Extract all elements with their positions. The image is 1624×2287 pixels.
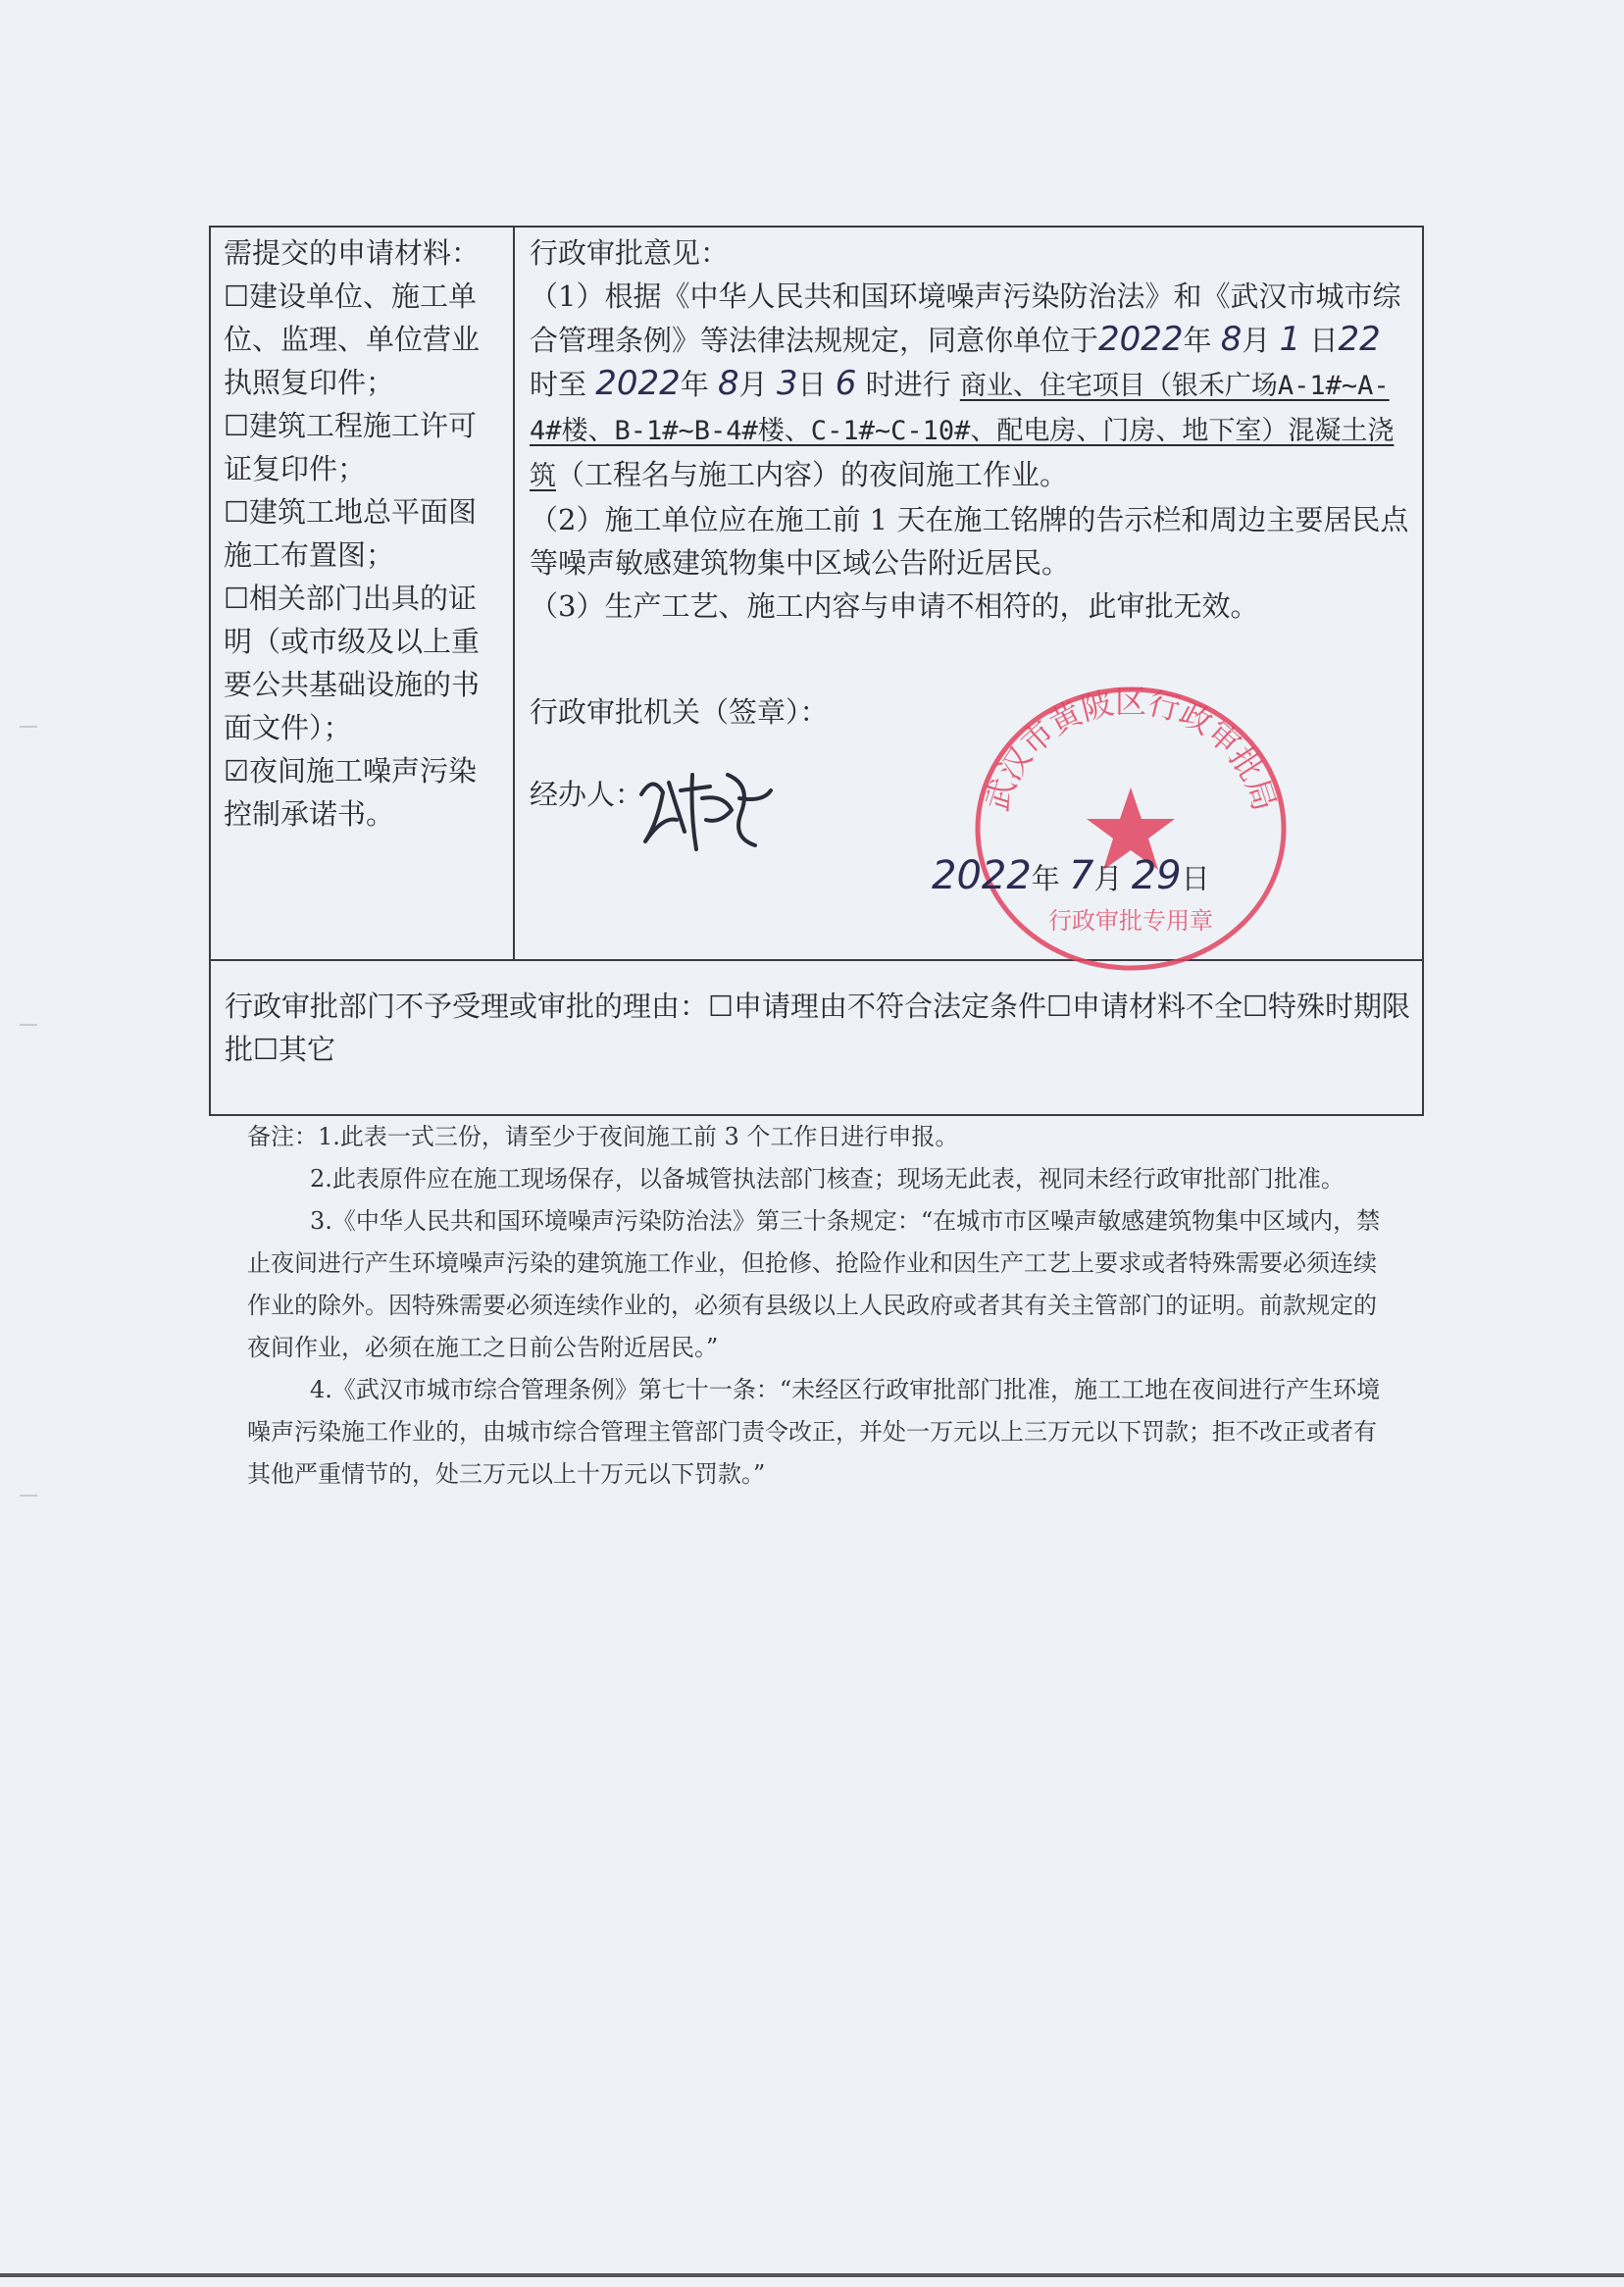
sign-day: 29 (1131, 853, 1182, 898)
material-item-construction-permit: ☐建筑工程施工许可证复印件； (224, 409, 477, 485)
start-hour: 22 (1338, 320, 1381, 359)
handwritten-signature (634, 755, 781, 863)
note-3: 3.《中华人民共和国环境噪声污染防治法》第三十条规定：“在城市市区噪声敏感建筑物集中区域内，禁止夜间进行产生环境噪声污染的建筑施工作业，但抢修、抢险作业和因生产工艺上要求或者特殊需要必须连续作业的除外。因特殊需要必须连续作业的，必须有县级以上人民政府或者其有关主管部门的证明。前款规定的夜间作业，必须在施工之日前公告附近居民。” (247, 1207, 1381, 1361)
approval-form-table (209, 226, 1424, 1116)
note-1: 备注：1.此表一式三份，请至少于夜间施工前 3 个工作日进行申报。 (247, 1123, 959, 1150)
notes-section (247, 1116, 1385, 1496)
handler-label: 经办人： (530, 778, 644, 811)
approval-authority-label: 行政审批机关（签章）： (530, 695, 829, 729)
sign-month: 7 (1069, 853, 1094, 898)
approval-paragraph-2: （2）施工单位应在施工前 1 天在施工铭牌的告示栏和周边主要居民点等噪声敏感建筑物集中区域公告附近居民。 (530, 503, 1409, 580)
start-day: 1 (1279, 320, 1301, 359)
scan-edge (0, 2273, 1624, 2277)
approval-heading: 行政审批意见： (530, 236, 730, 270)
seal-text: 武汉市黄陂区行政审批局 (978, 683, 1284, 816)
note-2: 2.此表原件应在施工现场保存，以备城管执法部门核查；现场无此表，视同未经行政审批部门批准。 (310, 1165, 1345, 1193)
end-month: 8 (718, 364, 739, 403)
start-year: 2022 (1098, 320, 1184, 359)
approval-paragraph-3: （3）生产工艺、施工内容与申请不相符的，此审批无效。 (530, 589, 1259, 623)
materials-title: 需提交的申请材料： (224, 236, 481, 270)
end-day: 3 (776, 364, 798, 403)
margin-mark (20, 1495, 37, 1497)
sign-year: 2022 (932, 853, 1032, 898)
official-seal (971, 682, 1291, 976)
materials-cell (210, 227, 514, 960)
rejection-reasons: 行政审批部门不予受理或审批的理由：☐申请理由不符合法定条件☐申请材料不全☐特殊时期限批☐其它 (225, 990, 1410, 1066)
start-month: 8 (1220, 320, 1243, 359)
margin-mark (20, 1024, 37, 1026)
rejection-cell (210, 960, 1423, 1115)
note-4: 4.《武汉市城市综合管理条例》第七十一条：“未经区行政审批部门批准，施工工地在夜间进行产生环境噪声污染施工作业的，由城市综合管理主管部门责令改正，并处一万元以上三万元以下罚款；拒不改正或者有其他严重情节的，处三万元以上十万元以下罚款。” (247, 1376, 1381, 1488)
material-item-site-plan: ☐建筑工地总平面图施工布置图； (224, 495, 477, 572)
material-item-department-proof: ☐相关部门出具的证明（或市级及以上重要公共基础设施的书面文件）； (224, 582, 481, 744)
material-item-business-license: ☐建设单位、施工单位、监理、单位营业执照复印件； (224, 280, 481, 399)
project-description: 商业、住宅项目（银禾广场A-1#~A-4#楼、B-1#~B-4#楼、C-1#~C-10#、配电房、门房、地下室）混凝土浇筑 (530, 371, 1395, 491)
seal-subtext: 行政审批专用章 (1048, 907, 1213, 935)
end-hour: 6 (835, 364, 857, 403)
material-item-noise-commitment: ☑夜间施工噪声污染控制承诺书。 (224, 754, 477, 831)
margin-mark (20, 726, 37, 728)
approval-paragraph-1: （1）根据《中华人民共和国环境噪声污染防治法》和《武汉市城市综合管理条例》等法律法规规定，同意你单位于2022年 8月 1 日22 时至 2022年 8月 3日 6 时进行 商业、住宅项目（银禾广场A-1#~A-4#楼、B-1#~B-4#楼、C-1#~C-10#、配电房、门房、地下室）混凝土浇筑（工程名与施工内容）的夜间施工作业。 (530, 280, 1401, 491)
end-year: 2022 (595, 364, 681, 403)
signature-date: 2022年 7月 29日 (932, 853, 1210, 898)
